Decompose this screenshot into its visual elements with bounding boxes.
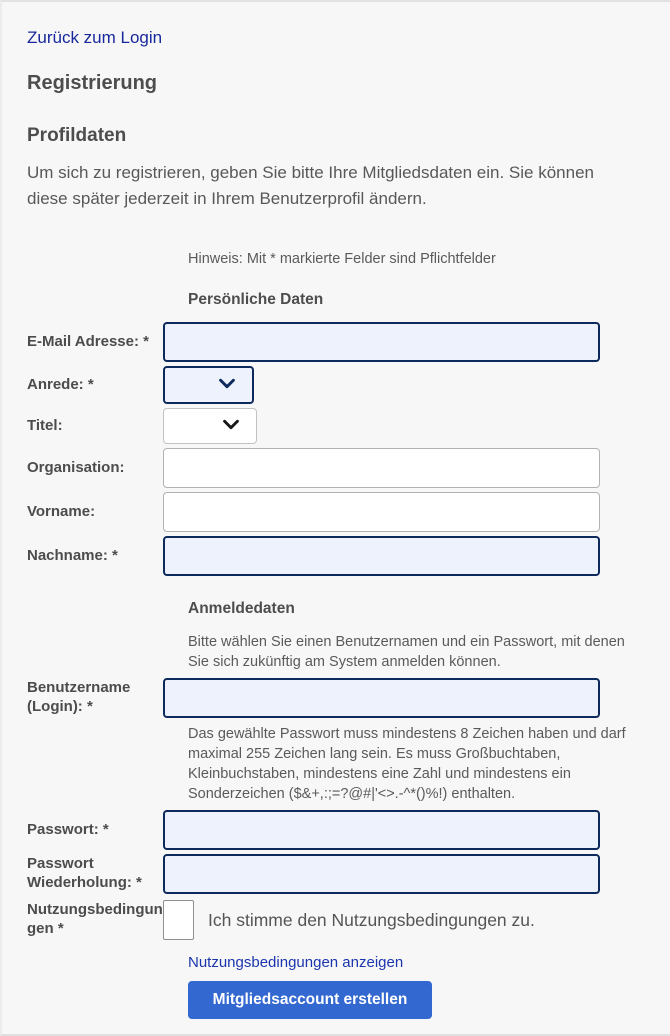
registration-form [2,322,670,1019]
firstname-label: Vorname: [27,502,96,520]
password-field[interactable] [163,810,600,850]
chevron-down-icon [220,413,242,440]
salutation-label: Anrede: * [27,375,94,393]
username-note: Bitte wählen Sie einen Benutzernamen und ein Passwort, mit denen Sie sich zukünftig am System anmelden können. [188,634,625,670]
title-label: Titel: [27,416,63,434]
form-row-title [2,408,670,444]
terms-agree-text: Ich stimme den Nutzungsbedingungen zu. [208,909,535,930]
salutation-select[interactable] [163,366,254,404]
form-row-email [2,322,670,362]
form-row-firstname [2,492,670,532]
profile-section-title: Profildaten [27,125,127,146]
form-row-password [2,810,670,850]
form-row-organisation [2,448,670,488]
chevron-down-icon [216,372,238,399]
personal-data-heading: Persönliche Daten [188,291,324,308]
account-data-heading: Anmeldedaten [188,600,295,617]
username-field[interactable] [163,678,600,718]
email-label: E-Mail Adresse: * [27,332,149,350]
password-repeat-label: Passwort Wiederholung: * [27,855,142,891]
required-fields-hint: Hinweis: Mit * markierte Felder sind Pflichtfelder [188,251,496,267]
create-account-button[interactable]: Mitgliedsaccount erstellen [188,981,432,1019]
show-terms-link[interactable]: Nutzungsbedingungen anzeigen [188,954,404,971]
page-title: Registrierung [27,72,158,94]
form-row-lastname [2,536,670,576]
password-repeat-field[interactable] [163,854,600,894]
lastname-label: Nachname: * [27,546,118,564]
form-row-username [2,678,670,718]
terms-label: Nutzungsbedingungen * [27,901,163,937]
form-row-password-repeat [2,854,670,894]
organisation-label: Organisation: [27,458,125,476]
username-label: Benutzername (Login): * [27,679,131,715]
intro-text: Um sich zu registrieren, geben Sie bitte Ihre Mitgliedsdaten ein. Sie können diese später jederzeit in Ihrem Benutzerprofil ändern. [27,163,594,208]
title-select[interactable] [163,408,257,444]
organisation-field[interactable] [163,448,600,488]
terms-checkbox[interactable] [163,900,194,940]
password-label: Passwort: * [27,820,109,838]
firstname-field[interactable] [163,492,600,532]
email-field[interactable] [163,322,600,362]
password-rules-note: Das gewählte Passwort muss mindestens 8 Zeichen haben und darf maximal 255 Zeichen lang sein. Es muss Großbuchtaben, Kleinbuchstaben, mindestens eine Zahl und mindestens ein Sonderzeichen ($&+,:;=?@#|'<>.-^*()%!) enthalten. [188,726,626,802]
back-to-login-link[interactable]: Zurück zum Login [27,28,163,47]
form-row-terms [2,900,670,940]
form-row-salutation [2,366,670,404]
lastname-field[interactable] [163,536,600,576]
